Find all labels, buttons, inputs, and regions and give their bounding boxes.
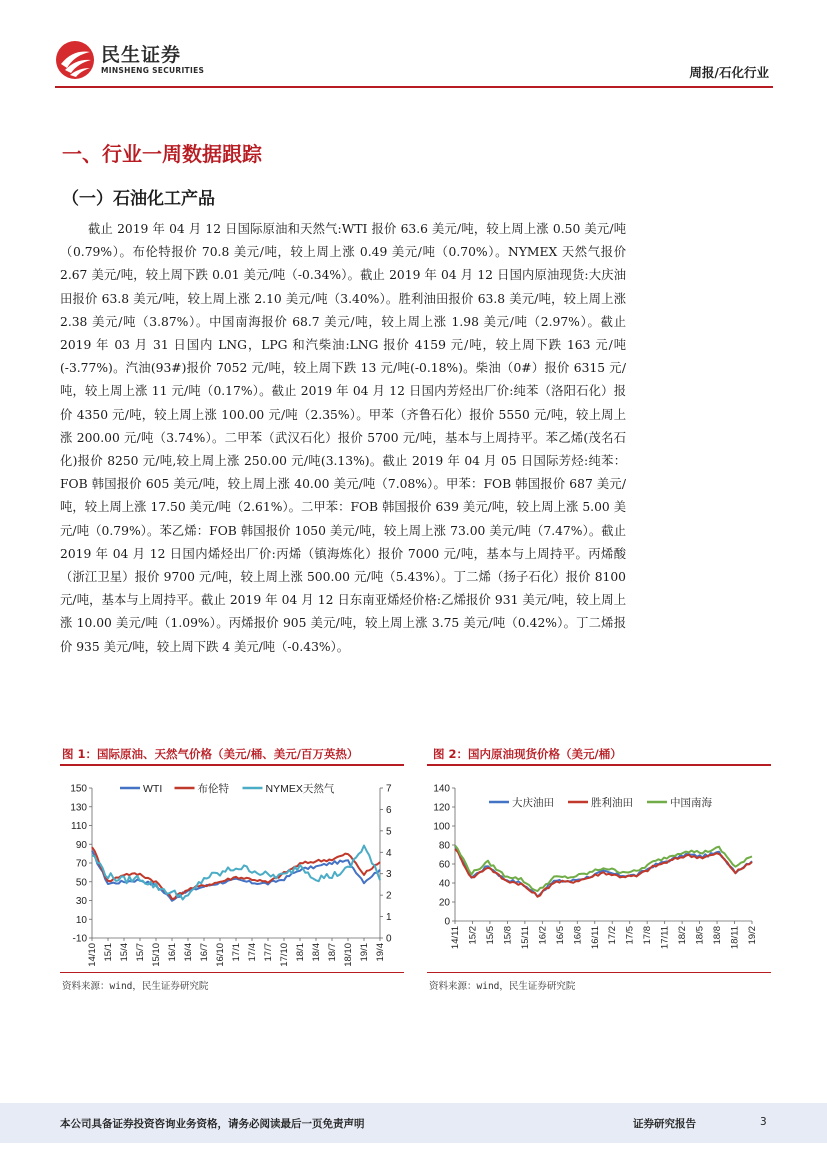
- x-tick-label: 17/11: [659, 926, 671, 950]
- figure-1-title: 图 1：国际原油、天然气价格（美元/桶、美元/百万英热）: [62, 747, 359, 761]
- x-tick-label: 16/7: [199, 943, 210, 962]
- page-header: [0, 0, 827, 90]
- x-tick-label: 18/5: [694, 926, 706, 945]
- legend-label: WTI: [143, 783, 163, 795]
- figure-1-source: 资料来源：wind，民生证券研究院: [62, 981, 209, 992]
- series-line-2: [92, 847, 380, 899]
- x-tick-label: 18/2: [677, 926, 689, 945]
- figure-2-top-rule: [427, 764, 771, 766]
- page-number: 3: [760, 1116, 767, 1128]
- report-category: 周报/石化行业: [689, 65, 769, 80]
- x-tick-label: 16/8: [572, 926, 584, 945]
- x-tick-label: 19/2: [747, 926, 758, 945]
- legend-label: 布伦特: [197, 783, 229, 795]
- x-tick-label: 18/11: [729, 926, 741, 950]
- y-tick-label: 150: [70, 783, 87, 795]
- chart-2-svg: [427, 768, 771, 968]
- y-tick-label: 140: [433, 783, 450, 795]
- x-tick-label: 14/10: [87, 943, 98, 967]
- legend-label: 大庆油田: [512, 797, 554, 809]
- minsheng-logo-icon: [55, 40, 95, 80]
- x-tick-label: 16/1: [167, 943, 178, 962]
- y-tick-label: 20: [438, 897, 450, 909]
- x-tick-label: 17/5: [624, 926, 636, 945]
- x-tick-label: 16/10: [215, 943, 226, 967]
- x-tick-label: 15/7: [135, 943, 146, 962]
- y-tick-label: 60: [438, 859, 450, 871]
- x-tick-label: 16/11: [589, 926, 601, 950]
- y-tick-label: 50: [75, 877, 87, 889]
- y2-tick-label: 6: [386, 804, 392, 816]
- x-tick-label: 16/2: [537, 926, 549, 945]
- x-tick-label: 18/4: [311, 943, 322, 962]
- x-tick-label: 17/2: [607, 926, 619, 945]
- y-tick-label: 110: [71, 821, 87, 832]
- section-subtitle: （一）石油化工产品: [62, 189, 215, 209]
- legend-label: 中国南海: [670, 797, 712, 809]
- x-tick-label: 17/4: [247, 943, 258, 962]
- x-tick-label: 15/1: [103, 943, 114, 962]
- header-divider: [55, 86, 773, 88]
- section-title: 一、行业一周数据跟踪: [62, 142, 262, 166]
- x-tick-label: 19/4: [375, 943, 386, 962]
- x-tick-label: 18/10: [343, 943, 354, 967]
- x-tick-label: 19/1: [359, 943, 370, 962]
- y-tick-label: 90: [75, 839, 87, 851]
- brand-logo: [55, 40, 204, 80]
- y2-tick-label: 0: [386, 933, 392, 945]
- brand-name-en: MINSHENG SECURITIES: [101, 65, 205, 75]
- x-tick-label: 15/11: [519, 926, 531, 950]
- page-footer: [0, 1103, 827, 1143]
- y-tick-label: -10: [72, 933, 87, 945]
- y2-tick-label: 7: [386, 783, 392, 795]
- figure-1-top-rule: [60, 764, 404, 766]
- y-tick-label: 70: [75, 858, 87, 870]
- x-tick-label: 18/8: [712, 926, 724, 945]
- figure-1-bottom-rule: [60, 972, 404, 973]
- x-tick-label: 17/8: [642, 926, 654, 945]
- y-tick-label: 80: [438, 840, 450, 852]
- x-tick-label: 15/8: [502, 926, 514, 945]
- y-tick-label: 40: [438, 878, 450, 890]
- y-tick-label: 10: [75, 914, 87, 926]
- y2-tick-label: 4: [386, 847, 392, 859]
- y2-tick-label: 1: [386, 912, 392, 924]
- chart-1-svg: [60, 768, 404, 968]
- x-tick-label: 14/11: [450, 926, 461, 950]
- x-tick-label: 18/1: [295, 943, 306, 962]
- x-tick-label: 16/4: [183, 943, 194, 962]
- y2-tick-label: 5: [386, 826, 392, 838]
- figure-1-chart: [60, 768, 404, 968]
- figure-2-chart: [427, 768, 771, 968]
- body-paragraph: 截止 2019 年 04 月 12 日国际原油和天然气:WTI 报价 63.6 美元/吨，较上周上涨 0.50 美元/吨（0.79%）。布伦特报价 70.8 美元/吨，较上周上涨 0.49 美元/吨（0.70%）。NYMEX 天然气报价 2.67 美元/吨，较上周下跌 0.01 美元/吨（-0.34%）。截止 2019 年 04 月 12 日国内原油现货:大庆油田报价 63.8 美元/吨，较上周上涨 2.10 美元/吨（3.40%）。胜利油田报价 63.8 美元/吨，较上周上涨 2.38 美元/吨（3.87%）。中国南海报价 68.7 美元/吨，较上周上涨 1.98 美元/吨（2.97%）。截止 2019 年 03 月 31 日国内 LNG，LPG 和汽柴油:LNG 报价 4159 元/吨，较上周下跌 163 元/吨(-3.77%)。汽油(93#)报价 7052 元/吨，较上周下跌 13 元/吨(-0.18%)。柴油（0#）报价 6315 元/吨，较上周上涨 11 元/吨（0.17%）。截止 2019 年 04 月 12 日国内芳烃出厂价:纯苯（洛阳石化）报价 4350 元/吨，较上周上涨 100.00 元/吨（2.35%）。甲苯（齐鲁石化）报价 5550 元/吨，较上周上涨 200.00 元/吨（3.74%）。二甲苯（武汉石化）报价 5700 元/吨，基本与上周持平。苯乙烯(茂名石化)报价 8250 元/吨,较上周上涨 250.00 元/吨(3.13%)。截止 2019 年 04 月 05 日国际芳烃:纯苯：FOB 韩国报价 605 美元/吨，较上周上涨 40.00 美元/吨（7.08%）。甲苯：FOB 韩国报价 687 美元/吨，较上周上涨 17.50 美元/吨（2.61%）。二甲苯：FOB 韩国报价 639 美元/吨，较上周上涨 5.00 美元/吨（0.79%）。苯乙烯：FOB 韩国报价 1050 美元/吨，较上周上涨 73.00 美元/吨（7.47%）。截止 2019 年 04 月 12 日国内烯烃出厂价:丙烯（镇海炼化）报价 7000 元/吨，基本与上周持平。丙烯酸（浙江卫星）报价 9700 元/吨，较上周上涨 500.00 元/吨（5.43%）。丁二烯（扬子石化）报价 8100 元/吨，基本与上周持平。截止 2019 年 04 月 12 日东南亚烯烃价格:乙烯报价 931 美元/吨，较上周上涨 10.00 美元/吨（1.09%）。丙烯报价 905 美元/吨，较上周上涨 3.75 美元/吨（0.42%）。丁二烯报价 935 美元/吨，较上周下跌 4 美元/吨（-0.43%）。: [60, 222, 626, 654]
- x-tick-label: 17/1: [231, 943, 242, 962]
- legend-label: NYMEX天然气: [265, 783, 335, 795]
- x-tick-label: 15/2: [467, 926, 479, 945]
- y-tick-label: 0: [444, 916, 450, 928]
- y2-tick-label: 3: [386, 869, 392, 881]
- x-tick-label: 15/10: [151, 943, 162, 967]
- legend-label: 胜利油田: [591, 797, 633, 809]
- x-tick-label: 16/5: [554, 926, 566, 945]
- x-tick-label: 18/7: [327, 943, 338, 962]
- x-tick-label: 15/4: [119, 943, 130, 962]
- y2-tick-label: 2: [386, 890, 392, 902]
- y-tick-label: 100: [433, 821, 450, 833]
- y-tick-label: 30: [75, 896, 87, 907]
- brand-name-cn: 民生证券: [101, 43, 182, 66]
- y-tick-label: 120: [433, 802, 450, 814]
- y-tick-label: 130: [70, 802, 87, 814]
- figure-2-source: 资料来源：wind，民生证券研究院: [429, 981, 576, 992]
- x-tick-label: 17/10: [279, 943, 290, 967]
- footer-disclaimer: 本公司具备证券投资咨询业务资格，请务必阅读最后一页免责声明: [60, 1118, 365, 1130]
- figure-2-title: 图 2：国内原油现货价格（美元/桶）: [433, 747, 622, 761]
- x-tick-label: 17/7: [263, 943, 274, 962]
- footer-report-type: 证券研究报告: [633, 1118, 696, 1130]
- series-line-2: [455, 849, 752, 897]
- series-line-3: [455, 845, 752, 891]
- x-tick-label: 15/5: [484, 926, 496, 945]
- figure-2-bottom-rule: [427, 972, 771, 973]
